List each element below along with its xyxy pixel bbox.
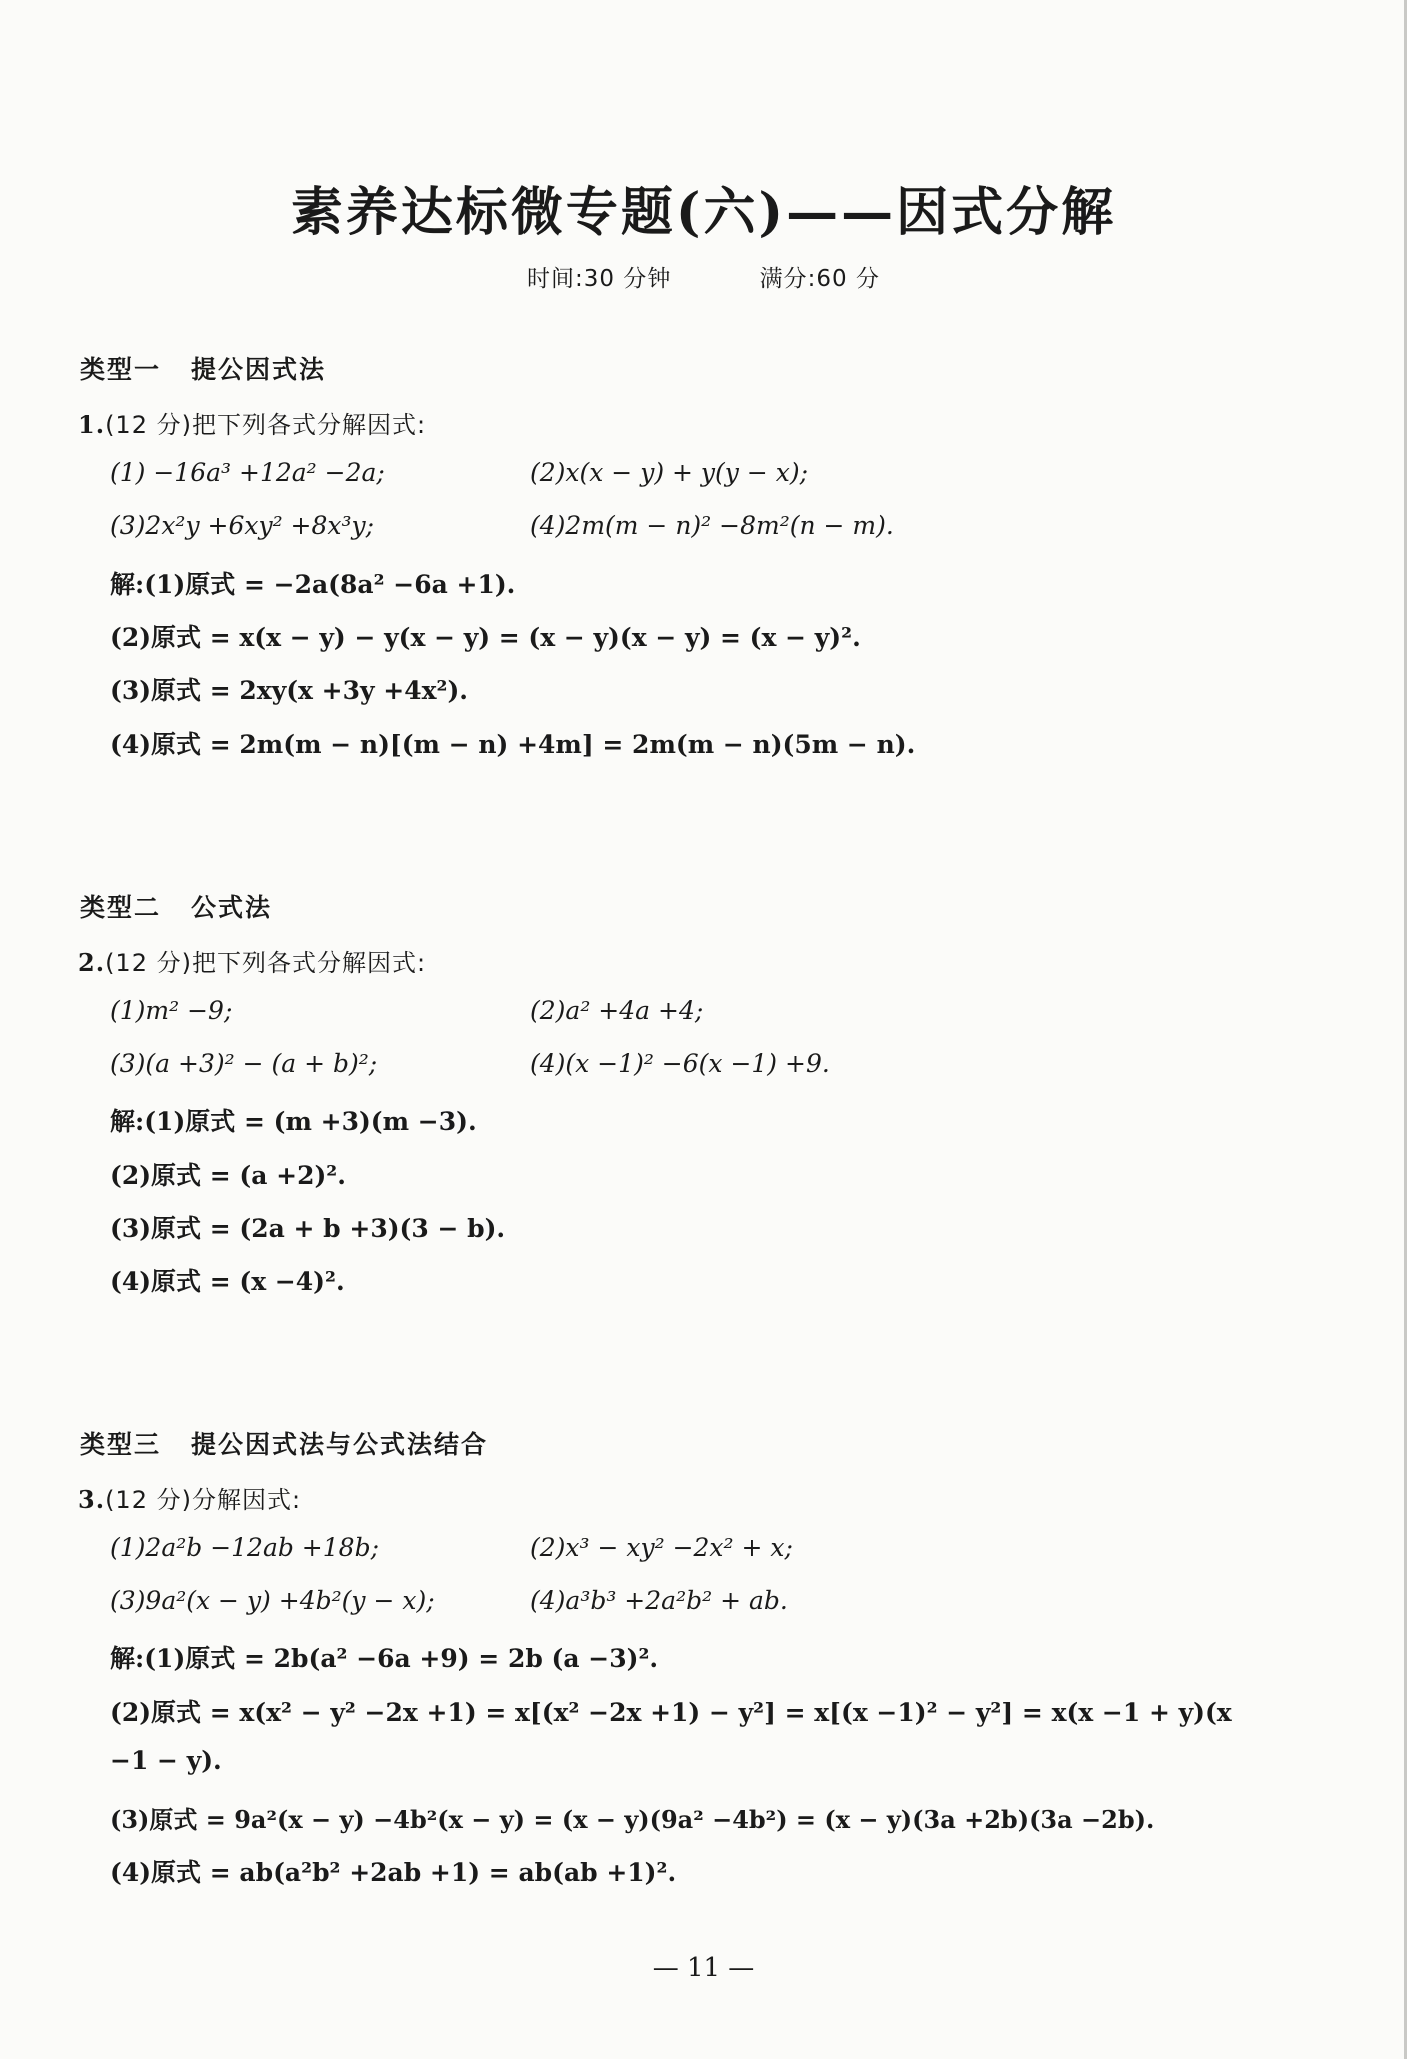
problem-item: (3)(a +3)² − (a + b)²; bbox=[110, 1049, 378, 1078]
question-text: (12 分)把下列各式分解因式: bbox=[105, 949, 427, 977]
solution-line: 解:(1)原式 = 2b(a² −6a +9) = 2b (a −3)². bbox=[110, 1644, 659, 1673]
solution-line: (3)原式 = (2a + b +3)(3 − b). bbox=[110, 1214, 506, 1243]
solution-line: (2)原式 = (a +2)². bbox=[110, 1161, 346, 1190]
question-3 bbox=[78, 1480, 301, 1515]
section-label: 类型二 bbox=[80, 893, 162, 922]
solution-line: (4)原式 = 2m(m − n)[(m − n) +4m] = 2m(m − n)(5m − n). bbox=[110, 730, 916, 759]
solution-line: (3)原式 = 2xy(x +3y +4x²). bbox=[110, 676, 468, 705]
section-name: 提公因式法 bbox=[191, 355, 327, 384]
problem-item: (2)a² +4a +4; bbox=[530, 996, 704, 1025]
problem-item: (1)2a²b −12ab +18b; bbox=[110, 1533, 379, 1562]
solution-line: (4)原式 = ab(a²b² +2ab +1) = ab(ab +1)². bbox=[110, 1858, 677, 1887]
problem-item: (1) −16a³ +12a² −2a; bbox=[110, 458, 385, 487]
section-heading-3 bbox=[80, 1425, 488, 1461]
section-heading-1 bbox=[80, 350, 326, 386]
section-label: 类型一 bbox=[80, 355, 162, 384]
page-title: 素养达标微专题(六)——因式分解 bbox=[290, 182, 1117, 243]
section-heading-2 bbox=[80, 888, 272, 924]
question-text: (12 分)分解因式: bbox=[105, 1486, 302, 1514]
full-score: 满分:60 分 bbox=[759, 266, 880, 292]
problem-item: (4)a³b³ +2a²b² + ab. bbox=[530, 1586, 788, 1615]
question-number: 2. bbox=[78, 948, 106, 977]
question-number: 3. bbox=[78, 1485, 106, 1514]
solution-line: (3)原式 = 9a²(x − y) −4b²(x − y) = (x − y)(9a² −4b²) = (x − y)(3a +2b)(3a −2b). bbox=[110, 1805, 1155, 1834]
problem-item: (2)x³ − xy² −2x² + x; bbox=[530, 1533, 793, 1562]
solution-line: (2)原式 = x(x − y) − y(x − y) = (x − y)(x − y) = (x − y)². bbox=[110, 623, 861, 652]
solution-line: 解:(1)原式 = (m +3)(m −3). bbox=[110, 1107, 477, 1136]
solution-line: 解:(1)原式 = −2a(8a² −6a +1). bbox=[110, 570, 516, 599]
section-name: 公式法 bbox=[191, 893, 273, 922]
question-2 bbox=[78, 943, 426, 978]
solution-line: (2)原式 = x(x² − y² −2x +1) = x[(x² −2x +1) − y²] = x[(x −1)² − y²] = x(x −1 + y)(x bbox=[110, 1698, 1232, 1727]
question-text: (12 分)把下列各式分解因式: bbox=[105, 411, 427, 439]
problem-item: (3)9a²(x − y) +4b²(y − x); bbox=[110, 1586, 435, 1615]
page-number: — 11 — bbox=[652, 1953, 755, 1983]
solution-line: −1 − y). bbox=[110, 1746, 222, 1775]
problem-item: (2)x(x − y) + y(y − x); bbox=[530, 458, 809, 487]
problem-item: (1)m² −9; bbox=[110, 996, 233, 1025]
problem-item: (3)2x²y +6xy² +8x³y; bbox=[110, 511, 375, 540]
solution-line: (4)原式 = (x −4)². bbox=[110, 1267, 345, 1296]
section-name: 提公因式法与公式法结合 bbox=[191, 1430, 489, 1459]
question-number: 1. bbox=[78, 410, 106, 439]
problem-item: (4)2m(m − n)² −8m²(n − m). bbox=[530, 511, 894, 540]
time-limit: 时间:30 分钟 bbox=[527, 266, 672, 292]
problem-item: (4)(x −1)² −6(x −1) +9. bbox=[530, 1049, 830, 1078]
question-1 bbox=[78, 405, 426, 440]
section-label: 类型三 bbox=[80, 1430, 162, 1459]
exam-meta bbox=[0, 260, 1407, 293]
